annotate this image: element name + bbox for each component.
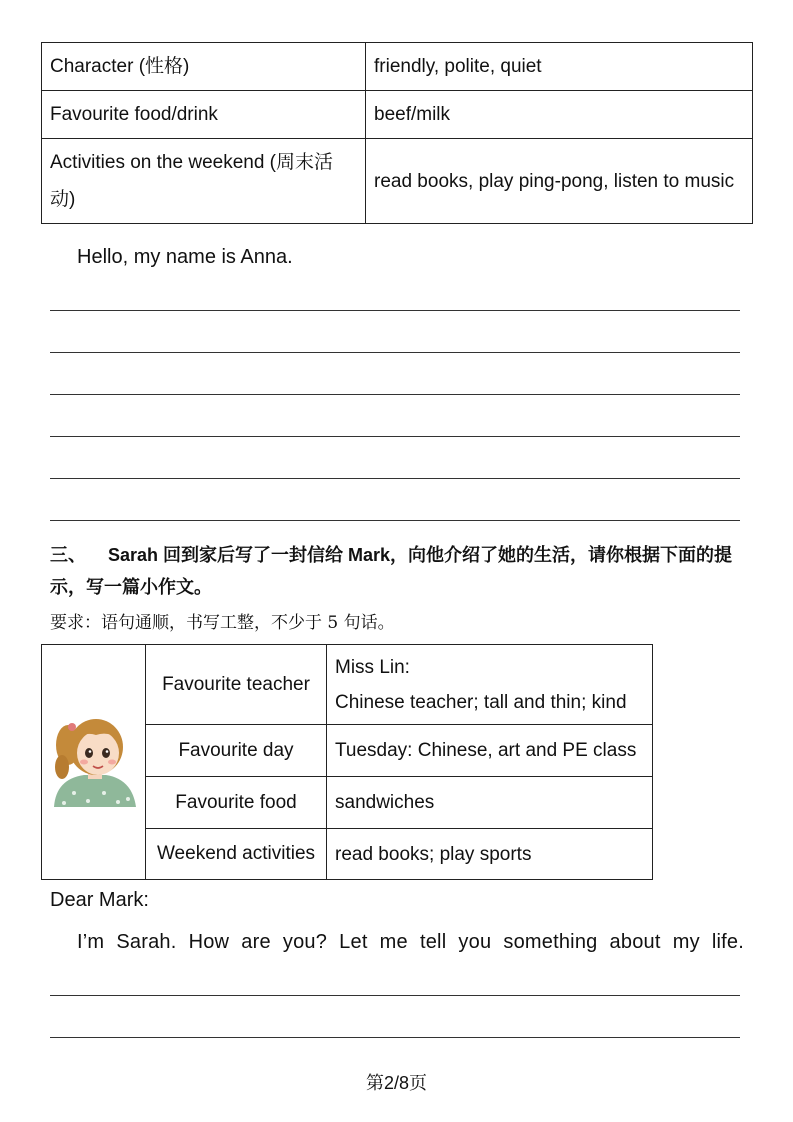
table-row [42,139,753,224]
info-table-anna [41,42,753,224]
letter-greeting: Dear Mark: [50,889,149,911]
table-cell-value: Tuesday: Chinese, art and PE class [327,725,653,777]
writing-line[interactable] [50,436,740,437]
table-cell-label: Character (性格) [42,43,366,91]
table-cell-label: Favourite teacher [146,645,327,725]
section-number: 三、 [50,545,86,565]
girl-avatar-icon [44,707,144,817]
writing-line[interactable] [50,1037,740,1038]
table-cell-value: friendly, polite, quiet [366,43,753,91]
writing-line[interactable] [50,352,740,353]
letter-first-line: I’m Sarah. How are you? Let me tell you something about my life. [77,931,744,953]
teacher-name: Miss Lin: [335,656,410,678]
table-cell-value: read books, play ping-pong, listen to music [366,139,753,224]
requirement-text: 要求：语句通顺，书写工整，不少于 5 句话。 [50,613,395,633]
teacher-description: Chinese teacher; tall and thin; kind [335,691,627,713]
table-cell-value: beef/milk [366,91,753,139]
section-heading [50,539,750,603]
table-cell-value: sandwiches [327,777,653,829]
table-cell-label: Weekend activities [146,829,327,880]
table-cell-value [327,645,653,725]
table-cell-value: read books; play sports [327,829,653,880]
writing-line[interactable] [50,520,740,521]
table-cell-label: Favourite food/drink [42,91,366,139]
page-number: 第2/8页 [365,1073,428,1093]
writing-line[interactable] [50,310,740,311]
info-table-sarah [41,644,653,880]
table-cell-label: Favourite day [146,725,327,777]
intro-sentence: Hello, my name is Anna. [77,246,293,268]
writing-line[interactable] [50,995,740,996]
table-row [42,645,653,725]
writing-line[interactable] [50,394,740,395]
girl-illustration-cell [42,645,146,880]
writing-line[interactable] [50,478,740,479]
section-heading-text: Sarah 回到家后写了一封信给 Mark，向他介绍了她的生活，请你根据下面的提示，写一篇小作文。 [50,545,733,597]
table-cell-label: Favourite food [146,777,327,829]
table-row [42,43,753,91]
table-cell-label: Activities on the weekend (周末活动) [42,139,366,224]
table-row [42,91,753,139]
